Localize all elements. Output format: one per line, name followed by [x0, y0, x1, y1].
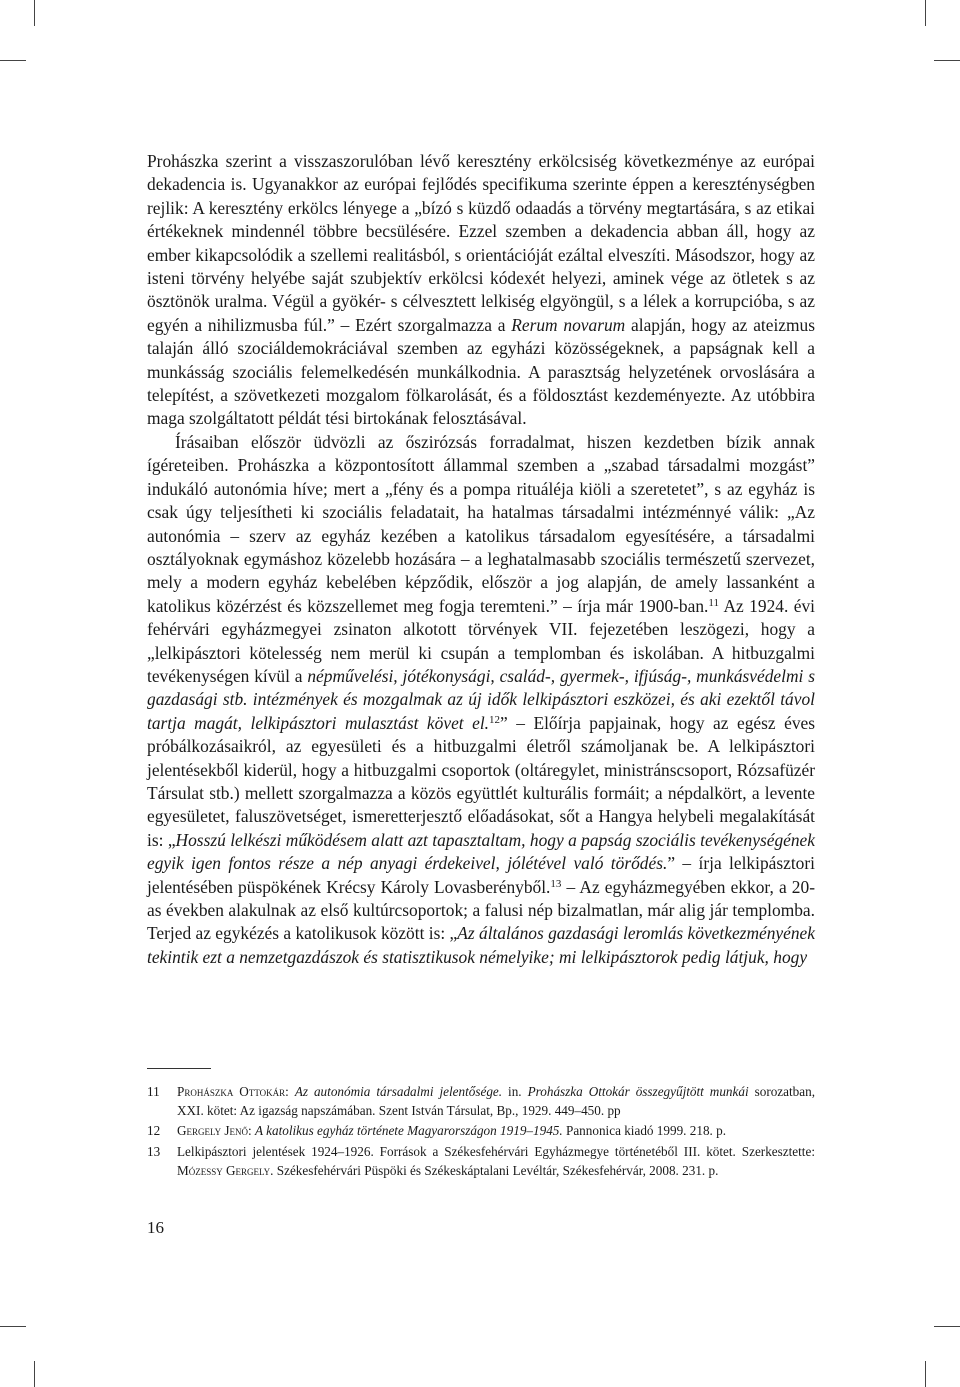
footnotes — [147, 1082, 815, 1181]
text-run: alapján, hogy az ateizmus talaján álló szociáldemokráciával szemben az egyházi közösségeknek, a papságnak kell a munkásság szociális felemelkedésén munkálkodnia. A parasztság helyzetének orvoslására a telepítést, a szövetkezeti mozgalom fölkarolását, és a földosztást kezdeményezte. Az utóbbira maga szolgáltatott példát tési birtokának felosztásával. — [147, 314, 816, 429]
footnote-ref: 12 — [489, 713, 501, 726]
crop-mark — [0, 1326, 26, 1327]
text-run: ” – írja lelkipásztori jelentésében püspökének Krécsy Károly Lovasberényből. — [147, 853, 815, 897]
crop-mark — [34, 1361, 35, 1387]
italic-run: népművelési, jótékonysági, család-, gyermek-, ifjúság-, munkásvédelmi s gazdasági stb. intézmények és mozgalmak az új idők lelkipásztori eszközei, és aki ezektől távol tartja magát, lelkipásztori mulasztást követ el. — [147, 665, 815, 733]
footnote-number: 13 — [147, 1143, 161, 1159]
crop-mark — [34, 0, 35, 26]
footnote-text — [177, 1082, 815, 1120]
author-name: Mózessy Gergely — [177, 1162, 271, 1178]
text-run: . Székesfehérvári Püspöki és Székeskáptalani Levéltár, Székesfehérvár, 2008. 231. p. — [270, 1162, 719, 1178]
italic-run: Az általános gazdasági leromlás következményének tekintik ezt a nemzetgazdászok és statisztikusok némelyike; mi lelkipásztorok pedig látjuk, hogy — [147, 923, 815, 967]
text-run: : — [285, 1084, 295, 1099]
text-run: Pannonica kiadó 1999. 218. p. — [562, 1123, 727, 1139]
footnote — [147, 1082, 815, 1120]
author-name: Gergely Jenő — [177, 1123, 249, 1139]
italic-run: Rerum novarum — [511, 314, 626, 335]
footnote — [147, 1121, 815, 1140]
crop-mark — [934, 1326, 960, 1327]
text-run: ” – Előírja papjainak, hogy az egész éves próbálkozásaikról, az egyesületi és a hitbuzgalmi életről számoljanak be. A lelkipásztori jelentésekből kiderül, hogy a hitbuzgalmi csoportok (oltáregylet, ministránscsoport, Rózsafüzér Társulat stb.) mellett szorgalmazza a közös együttlét kulturális formáit; a népdalkört, a levente egyesületet, faluszövetséget, ismeretterjesztő előadásokat, sőt a Hangya helybeli megalakítását is: „ — [147, 712, 816, 850]
body-text — [147, 150, 815, 969]
italic-run: Prohászka Ottokár összegyűjtött munkái — [527, 1084, 749, 1099]
text-run: – Az egyházmegyében ekkor, a 20-as években alakulnak az első kultúrcsoportok; a falusi nép bizalmatlan, már alig jár templomba. Terjed az egykézés a katolikusok között is: „ — [147, 876, 815, 944]
footnote — [147, 1142, 815, 1180]
crop-mark — [925, 0, 926, 26]
page-number: 16 — [147, 1218, 164, 1237]
footnote-number: 11 — [147, 1084, 160, 1099]
footnote-ref: 13 — [550, 877, 562, 890]
text-run: Az 1924. évi fehérvári egyházmegyei zsinaton alkotott törvények VII. fejezetében leszögezi, hogy a „lelkipásztori kötelesség nem merül ki csupán a templomban és iskolában. A hitbuzgalmi tevékenységen kívül a — [147, 595, 815, 686]
footnote-separator — [147, 1068, 211, 1069]
footnote-number: 12 — [147, 1123, 161, 1139]
crop-mark — [0, 60, 26, 61]
text-run: Írásaiban először üdvözli az őszirózsás forradalmat, hiszen kezdetben bízik annak ígéreteiben. Prohászka a központosított állammal szemben a „szabad társadalmi mozgást” indukáló autonómia híve; mert a „fény és a pompa rituáléja kiöli a szeretetet”, s az egyház is csak úgy teljesítheti ki szociális feladatait, ha hatalmas társadalmi intézménnyé válik: „Az autonómia – szerv az egyház kezében a katolikus társadalom egyesítésére, a társadalmi osztályoknak egymáshoz közelebb hozására – a leghatalmasabb szociális természetű szervezet, mely a modern egyház kebelében képződik, először a jog alapján, de amely lassanként a katolikus közérzést és közszellemet meg fogja teremteni.” – írja már 1900-ban. — [147, 431, 815, 616]
text-run: : — [248, 1123, 256, 1139]
crop-mark — [934, 60, 960, 61]
footnote-ref: 11 — [708, 596, 719, 609]
text-run: Lelkipásztori jelentések 1924–1926. Források a Székesfehérvári Egyházmegye történetéből III. kötet. Szerkesztette: — [177, 1143, 815, 1159]
author-name: Prohászka Ottokár — [177, 1084, 286, 1099]
footnote-text — [177, 1142, 815, 1180]
text-run: in. — [502, 1084, 528, 1099]
italic-run: Az autonómia társadalmi jelentősége. — [294, 1084, 503, 1099]
italic-run: A katolikus egyház története Magyarországon 1919–1945. — [255, 1123, 563, 1139]
text-run: Prohászka szerint a visszaszorulóban lévő keresztény erkölcsiség következménye az európai dekadencia is. Ugyanakkor az európai fejlődés specifikuma szerinte éppen a kereszténységben rejlik: A keresztény erkölcs lényege a „bízó s küzdő odaadás a törvény megtartására, s az etikai értékeknek mindennél többre becsülésére. Ezzel szemben a dekadencia abban áll, hogy az ember kikapcsolódik a szellemi realitásból, s orientációját ezáltal elveszíti. Másodszor, hogy az isteni törvény helyébe saját szubjektív erkölcsi kódexét helyezi, aminek vége az ötletek s az ösztönök uralma. Végül a gyökér- s célvesztett lelkiség elgyöngül, s a lélek a korrupcióba, s az egyén a nihilizmusba fúl.” – Ezért szorgalmazza a — [147, 151, 815, 335]
text-run: sorozatban, XXI. kötet: Az igazság napszámában. Szent István Társulat, Bp., 1929. 449–450. pp — [177, 1084, 816, 1119]
footnote-text — [177, 1121, 815, 1140]
paragraph — [147, 431, 815, 969]
crop-mark — [925, 1361, 926, 1387]
paragraph — [147, 150, 815, 431]
italic-run: Hosszú lelkészi működésem alatt azt tapasztaltam, hogy a papság szociális tevékenységének egyik igen fontos része a nép anyagi érdekeivel, jólétével való törődés. — [147, 829, 815, 874]
